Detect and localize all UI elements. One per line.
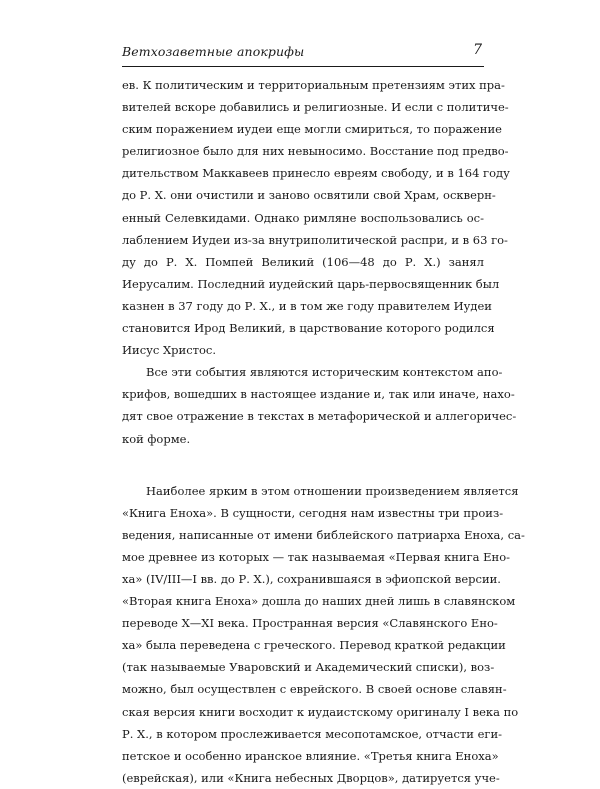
text-line: (еврейская), или «Книга небесных Дворцов», датируется уче- <box>122 770 500 785</box>
text-line: «Книга Еноха». В сущности, сегодня нам известны три произ- <box>122 505 504 520</box>
text-line: ха» была переведена с греческого. Перевод краткой редакции <box>122 638 506 653</box>
text-line: ским поражением иудеи еще могли смириться, то поражение <box>122 122 502 137</box>
text-line: религиозное было для них невыносимо. Восстание под предво- <box>122 144 509 159</box>
paragraph <box>122 74 510 361</box>
text-line: вителей вскоре добавились и религиозные. И если с политиче- <box>122 100 509 115</box>
text-line: кой форме. <box>122 431 191 446</box>
text-line: «Вторая книга Еноха» дошла до наших дней лишь в славянском <box>122 594 516 609</box>
body-text <box>122 74 525 789</box>
text-line: Наиболее ярким в этом отношении произведением является <box>146 483 519 498</box>
text-line: петское и особенно иранское влияние. «Третья книга Еноха» <box>122 748 499 763</box>
text-line: (так называемые Уваровский и Академический списки), воз- <box>122 660 495 675</box>
text-line: ская версия книги восходит к иудаистскому оригиналу I века по <box>122 704 519 719</box>
text-line: переводе X—XI века. Пространная версия «Славянского Ено- <box>122 616 498 631</box>
text-line: мое древнее из которых — так называемая «Первая книга Ено- <box>122 549 511 564</box>
text-line: казнен в 37 году до Р. Х., и в том же году правителем Иудеи <box>122 298 492 313</box>
running-header <box>122 40 484 67</box>
text-line: дительством Маккавеев принесло евреям свободу, и в 164 году <box>122 166 510 181</box>
text-line: ведения, написанные от имени библейского патриарха Еноха, са- <box>122 527 525 542</box>
text-line: Иерусалим. Последний иудейский царь-первосвященник был <box>122 276 500 291</box>
text-line: ха» (IV/III—I вв. до Р. Х.), сохранившаяся в эфиопской версии. <box>122 571 501 586</box>
text-line: Иисус Христос. <box>122 343 217 358</box>
text-line: лаблением Иудеи из-за внутриполитической распри, и в 63 го- <box>122 232 508 247</box>
paragraph <box>122 480 525 789</box>
paragraph <box>122 361 517 449</box>
text-line: Р. Х., в котором прослеживается месопотамское, отчасти еги- <box>122 726 502 741</box>
text-line: ду до Р. Х. Помпей Великий (106—48 до Р. Х.) занял <box>122 254 484 269</box>
text-line: дят свое отражение в текстах в метафорической и аллегоричес- <box>122 409 517 424</box>
text-line: становится Ирод Великий, в царствование которого родился <box>122 321 495 336</box>
text-line: енный Селевкидами. Однако римляне воспользовались ос- <box>122 210 484 225</box>
text-line: ев. К политическим и территориальным претензиям этих пра- <box>122 78 505 92</box>
running-title: Ветхозаветные апокрифы <box>122 44 305 59</box>
text-line: Все эти события являются историческим контекстом апо- <box>146 365 503 380</box>
text-line: до Р. Х. они очистили и заново освятили свой Храм, оскверн- <box>122 188 496 203</box>
text-line: можно, был осуществлен с еврейского. В своей основе славян- <box>122 682 507 697</box>
text-line: крифов, вошедших в настоящее издание и, так или иначе, нахо- <box>122 387 515 402</box>
page-number: 7 <box>473 42 482 58</box>
